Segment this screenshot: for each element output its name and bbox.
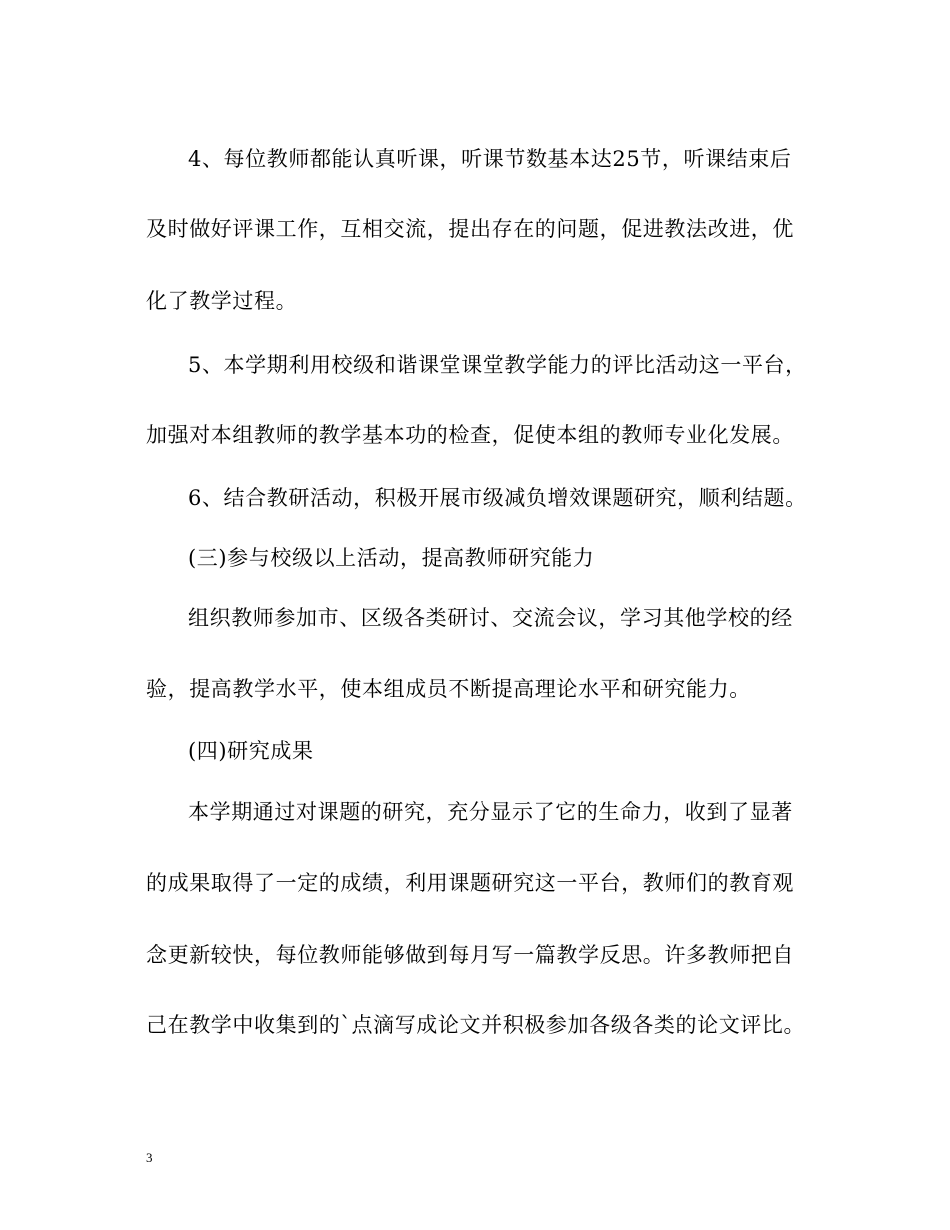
paragraph-line: 念更新较快，每位教师能够做到每月写一篇教学反思。许多教师把自 (146, 943, 794, 967)
section-heading: (四)研究成果 (188, 739, 314, 763)
paragraph-line: 的成果取得了一定的成绩，利用课题研究这一平台，教师们的教育观 (146, 871, 794, 895)
paragraph-line: 4、每位教师都能认真听课，听课节数基本达25节，听课结束后 (188, 147, 792, 171)
paragraph-line: 化了教学过程。 (146, 289, 298, 313)
paragraph-line: 己在教学中收集到的`点滴写成论文并积极参加各级各类的论文评比。 (146, 1013, 806, 1037)
page-number: 3 (146, 1150, 153, 1165)
section-heading: (三)参与校级以上活动，提高教师研究能力 (188, 546, 595, 570)
paragraph-line: 及时做好评课工作，互相交流，提出存在的问题，促进教法改进，优 (146, 217, 794, 241)
paragraph-line: 验，提高教学水平，使本组成员不断提高理论水平和研究能力。 (146, 677, 751, 701)
paragraph-line: 6、结合教研活动，积极开展市级减负增效课题研究，顺利结题。 (188, 486, 807, 510)
paragraph-line: 组织教师参加市、区级各类研讨、交流会议，学习其他学校的经 (188, 606, 793, 630)
paragraph-line: 加强对本组教师的教学基本功的检查，促使本组的教师专业化发展。 (146, 423, 794, 447)
paragraph-line: 本学期通过对课题的研究，充分显示了它的生命力，收到了显著 (188, 800, 793, 824)
paragraph-line: 5、本学期利用校级和谐课堂课堂教学能力的评比活动这一平台， (188, 353, 807, 377)
